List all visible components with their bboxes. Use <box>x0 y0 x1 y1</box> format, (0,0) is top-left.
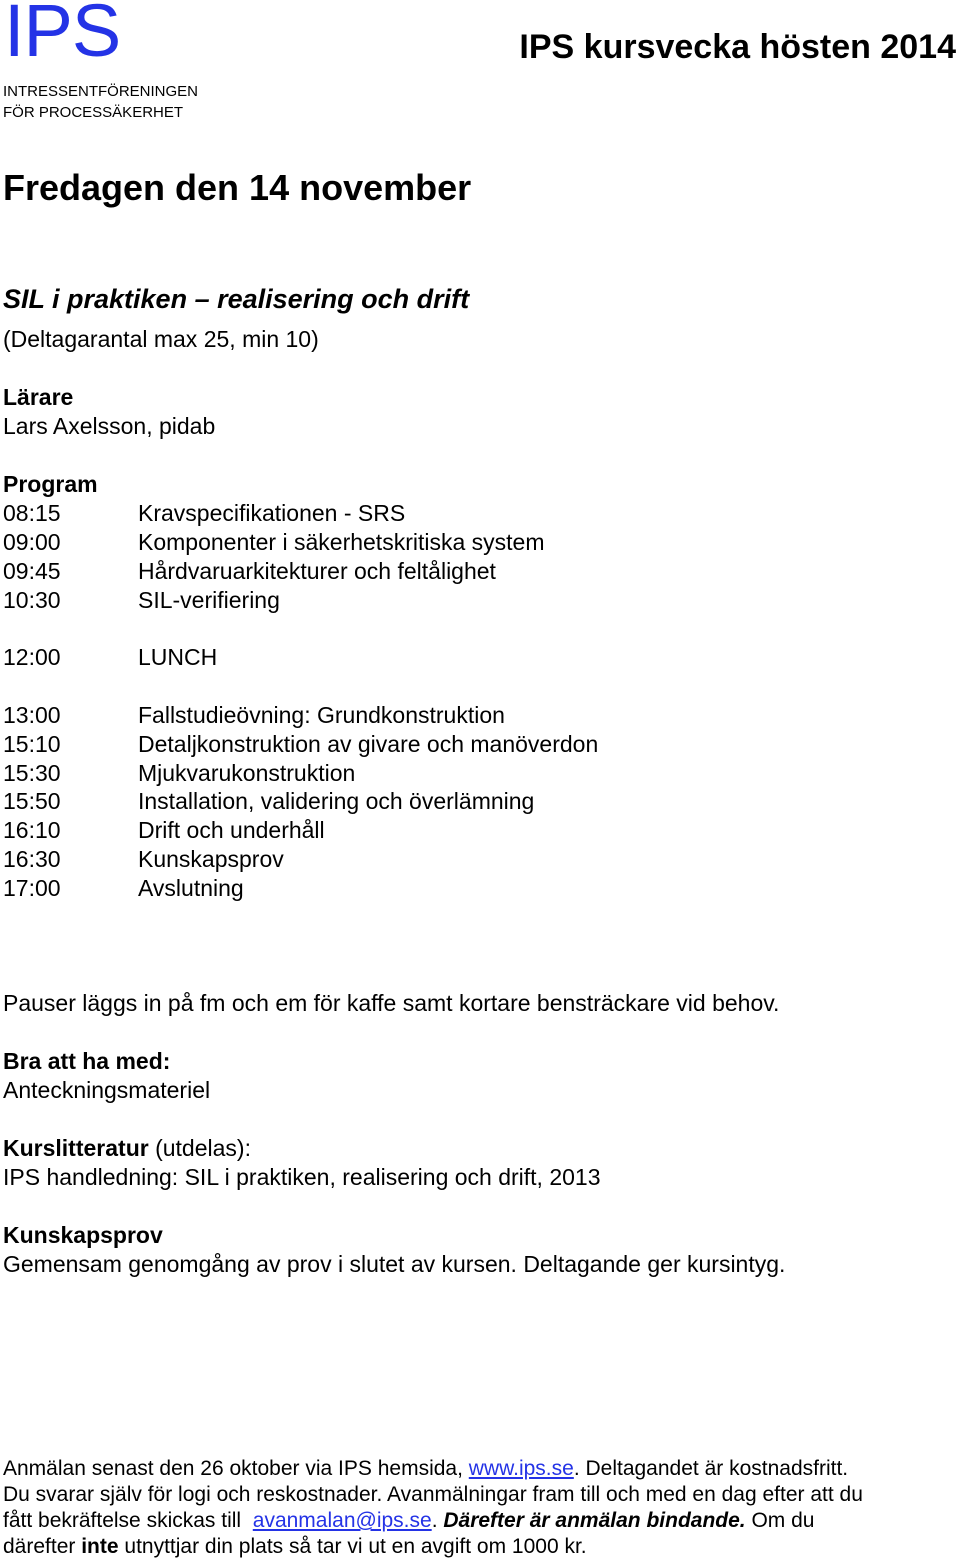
org-name-line-2: FÖR PROCESSÄKERHET <box>3 104 184 121</box>
program-activity: Avslutning <box>138 875 244 901</box>
literature-heading-suffix: (utdelas): <box>148 1135 251 1161</box>
program-time: 16:10 <box>3 817 61 843</box>
program-time: 15:30 <box>3 760 61 786</box>
footer-text: fått bekräftelse skickas till <box>3 1509 253 1532</box>
teacher-heading: Lärare <box>3 384 74 410</box>
program-activity: Detaljkonstruktion av givare och manöverdon <box>138 731 599 757</box>
email-link[interactable]: avanmalan@ips.se <box>252 1509 432 1532</box>
program-time: 09:00 <box>3 529 61 555</box>
program-activity: Hårdvaruarkitekturer och feltålighet <box>138 558 496 584</box>
program-time: 17:00 <box>3 875 61 901</box>
program-time: 12:00 <box>3 644 61 670</box>
program-activity: SIL-verifiering <box>138 587 280 613</box>
bring-heading: Bra att ha med: <box>3 1048 171 1074</box>
program-time: 08:15 <box>3 500 61 526</box>
program-time: 15:50 <box>3 788 61 814</box>
program-time: 15:10 <box>3 731 61 757</box>
exam-text: Gemensam genomgång av prov i slutet av kursen. Deltagande ger kursintyg. <box>3 1251 786 1277</box>
website-link[interactable]: www.ips.se <box>468 1457 574 1480</box>
pauses-note: Pauser läggs in på fm och em för kaffe samt kortare bensträckare vid behov. <box>3 990 780 1016</box>
footer-text: utnyttjar din plats så tar vi ut en avgift om 1000 kr. <box>118 1535 587 1558</box>
footer-line-3 <box>3 1510 814 1531</box>
bring-text: Anteckningsmateriel <box>3 1077 211 1103</box>
ips-logo: IPS <box>4 0 121 72</box>
day-title: Fredagen den 14 november <box>3 167 472 208</box>
program-activity: Kravspecifikationen - SRS <box>138 500 406 526</box>
program-activity: Komponenter i säkerhetskritiska system <box>138 529 545 555</box>
program-activity: Mjukvarukonstruktion <box>138 760 356 786</box>
program-activity: LUNCH <box>138 644 218 670</box>
document-title: IPS kursvecka hösten 2014 <box>519 28 956 66</box>
literature-text: IPS handledning: SIL i praktiken, realisering och drift, 2013 <box>3 1164 601 1190</box>
footer-line-4 <box>3 1536 587 1557</box>
footer-line-1 <box>3 1458 848 1479</box>
footer-text: Anmälan senast den 26 oktober via IPS hemsida, <box>3 1457 469 1480</box>
footer-text: därefter <box>3 1535 82 1558</box>
binding-notice: Därefter är anmälan bindande. <box>443 1509 746 1532</box>
participants-note: (Deltagarantal max 25, min 10) <box>3 326 319 352</box>
program-activity: Installation, validering och överlämning <box>138 788 535 814</box>
footer-text: Om du <box>745 1509 815 1532</box>
program-time: 09:45 <box>3 558 61 584</box>
program-heading: Program <box>3 471 98 497</box>
program-time: 10:30 <box>3 587 61 613</box>
program-activity: Drift och underhåll <box>138 817 325 843</box>
exam-heading: Kunskapsprov <box>3 1222 163 1248</box>
program-time: 13:00 <box>3 702 61 728</box>
literature-heading: Kurslitteratur <box>3 1135 149 1161</box>
footer-text: . <box>431 1509 444 1532</box>
course-title: SIL i praktiken – realisering och drift <box>3 284 470 314</box>
program-activity: Fallstudieövning: Grundkonstruktion <box>138 702 505 728</box>
org-name-line-1: INTRESSENTFÖRENINGEN <box>3 83 199 100</box>
literature-heading-line <box>3 1137 251 1160</box>
teacher-name: Lars Axelsson, pidab <box>3 413 216 439</box>
footer-emphasis: inte <box>81 1535 119 1558</box>
footer-line-2: Du svarar själv för logi och reskostnader. Avanmälningar fram till och med en dag efter att du <box>3 1483 863 1506</box>
program-activity: Kunskapsprov <box>138 846 284 872</box>
program-time: 16:30 <box>3 846 61 872</box>
footer-text: . Deltagandet är kostnadsfritt. <box>573 1457 849 1480</box>
